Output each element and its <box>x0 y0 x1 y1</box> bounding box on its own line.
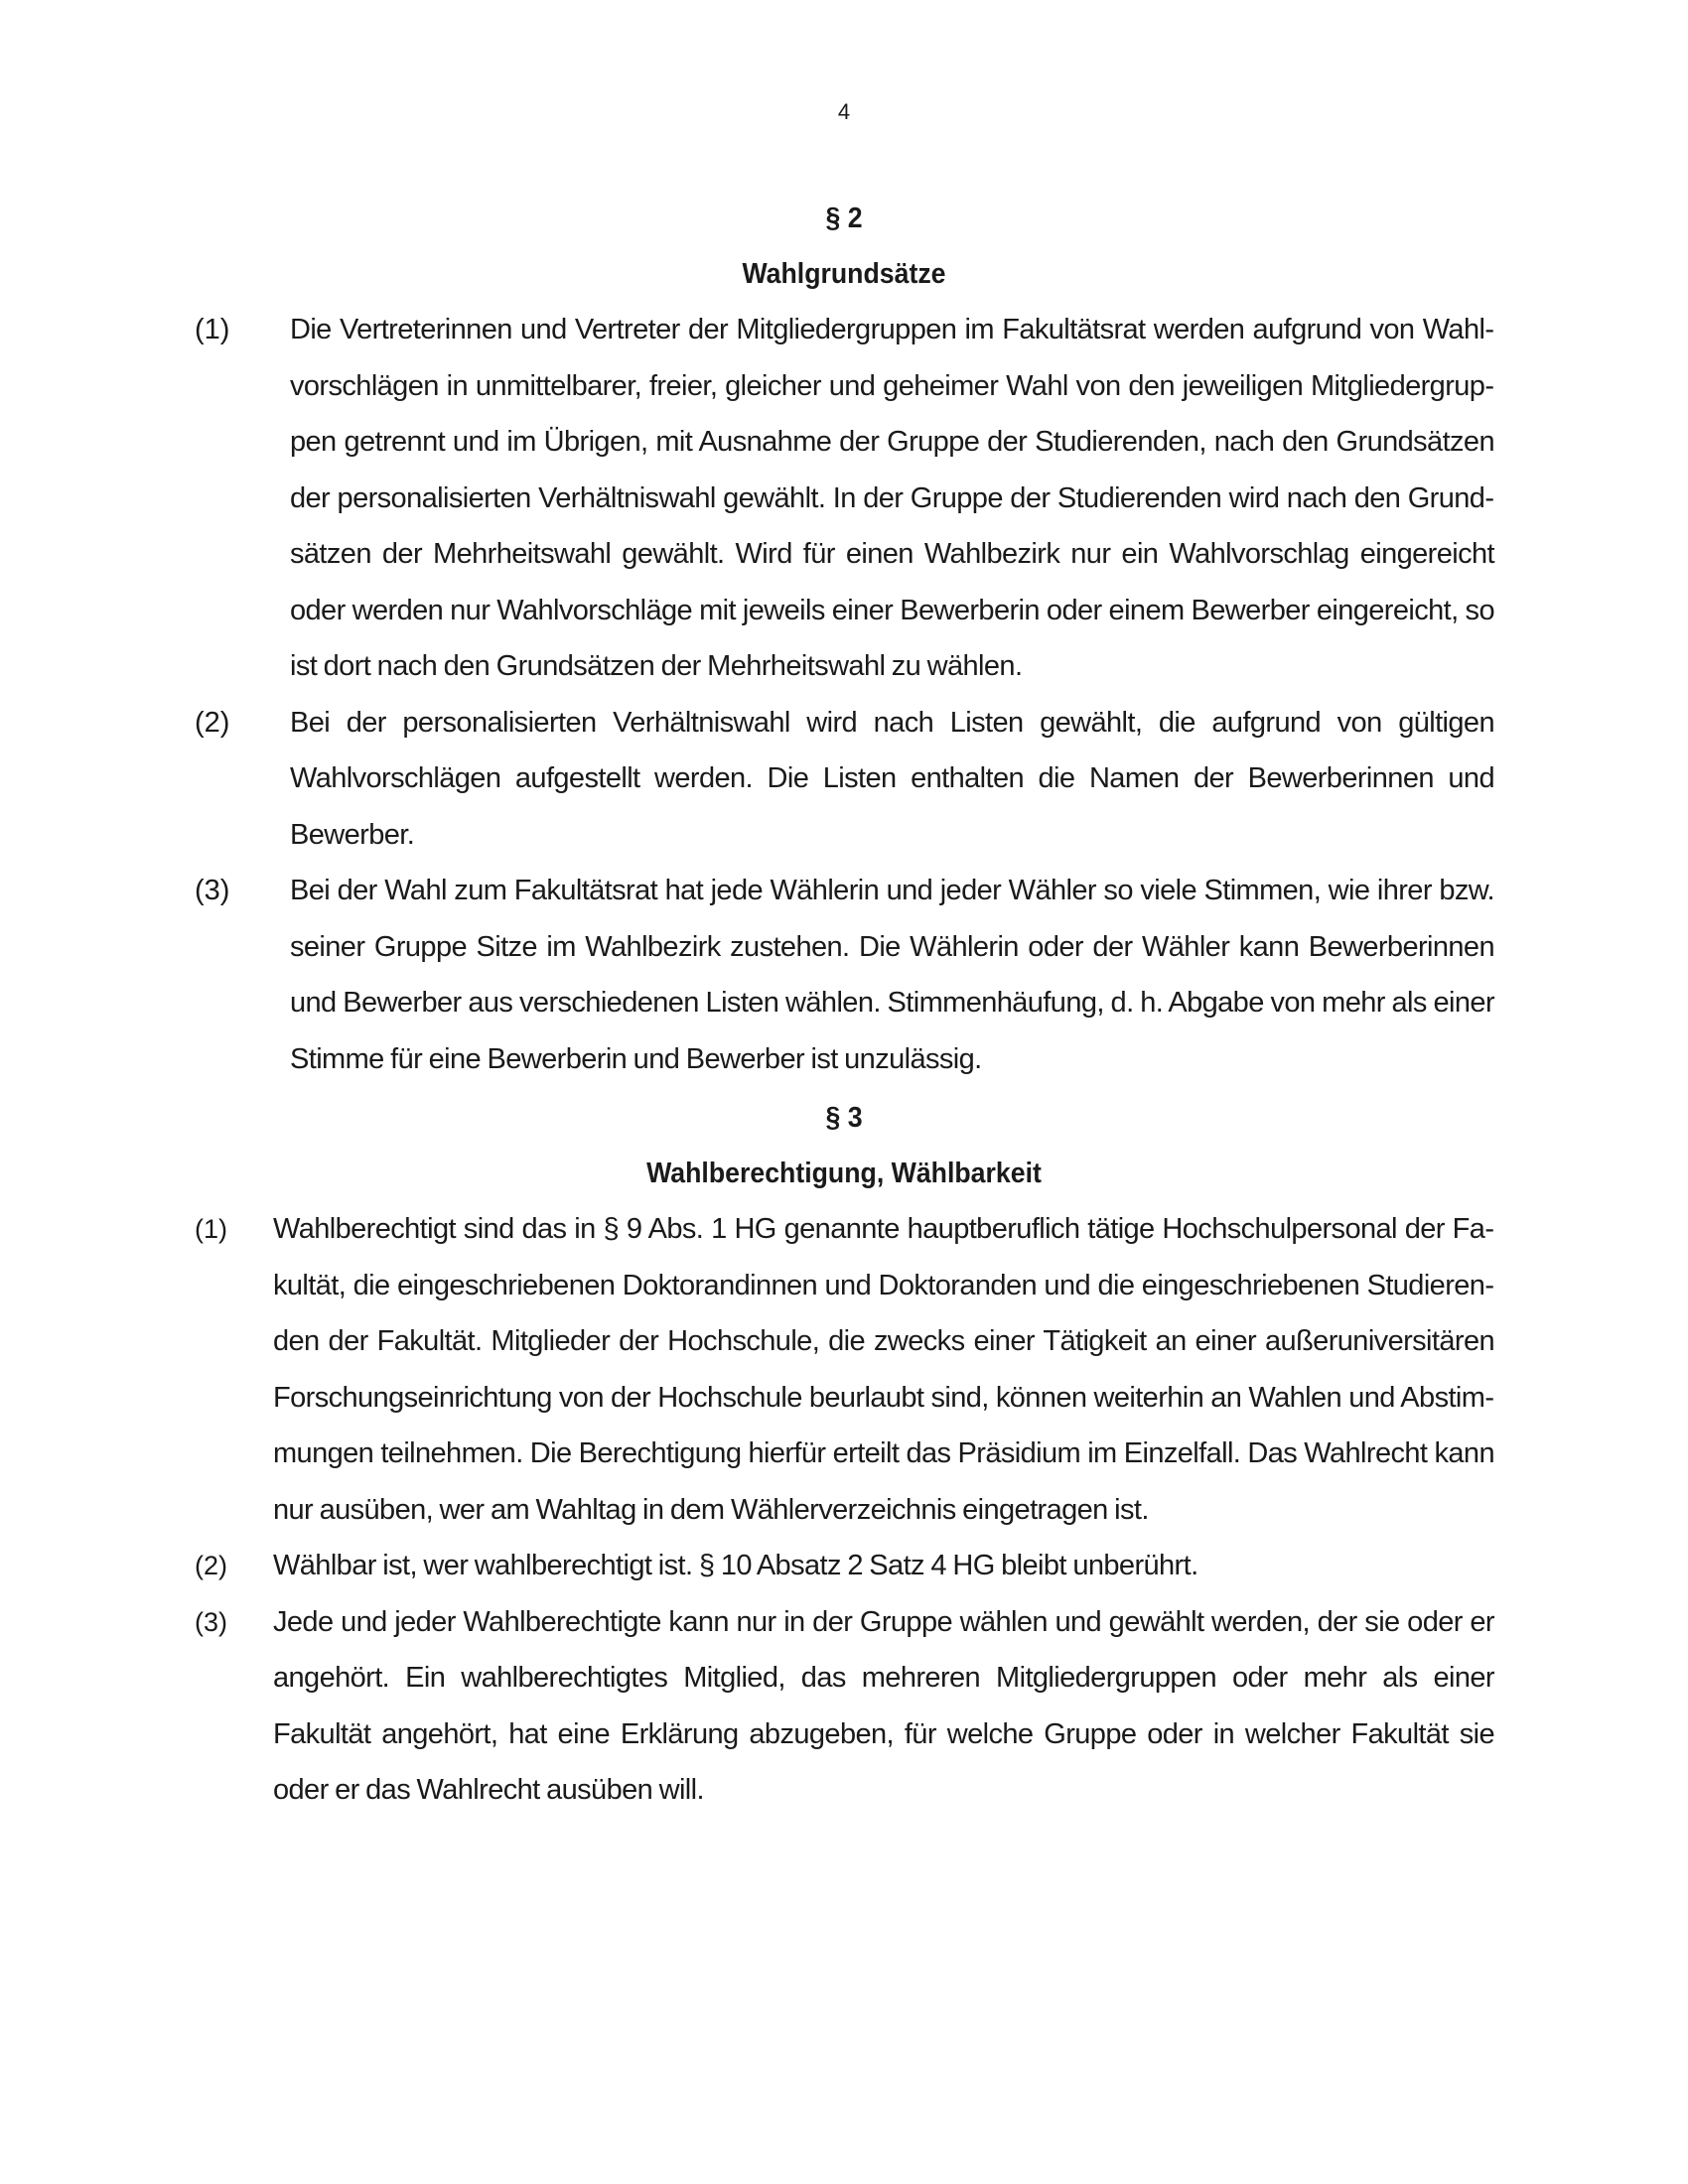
paragraph-text: Wählbar ist, wer wahlberechtigt ist. § 10 Absatz 2 Satz 4 HG bleibt unberührt. <box>273 1550 1198 1581</box>
paragraph-text: Wahlberechtigt sind das in § 9 Abs. 1 HG genannte hauptberuflich tätige Hochschulpersonal der Fakultät, die eingeschriebenen Doktorandinnen und Doktoranden und die eingeschriebenen Studierenden der Fakultät. Mitglieder der Hochschule, die zwecks einer Tätigkeit an einer außeruniversitären Forschungseinrichtung von der Hochschule beurlaubt sind, können weiterhin an Wahlen und Abstimmungen teilnehmen. Die Berechtigung hierfür erteilt das Präsidium im Einzelfall. Das Wahlrecht kann nur ausüben, wer am Wahltag in dem Wählerverzeichnis eingetragen ist. <box>273 1213 1494 1526</box>
paragraph-number: (2) <box>195 706 230 739</box>
paragraph <box>0 1538 1688 1594</box>
paragraph-number: (3) <box>195 1606 227 1637</box>
paragraph-text: Jede und jeder Wahlberechtigte kann nur in der Gruppe wählen und gewählt werden, der sie oder er angehört. Ein wahlberechtigtes Mitglied, das mehreren Mitgliedergruppen oder mehr als einer Fakultät angehört, hat eine Erklärung abzugeben, für welche Gruppe oder in welcher Fakultät sie oder er das Wahlrecht ausüben will. <box>273 1605 1494 1806</box>
section-2 <box>0 191 1688 1087</box>
paragraph <box>0 695 1688 864</box>
paragraph <box>0 1594 1688 1819</box>
section-3 <box>0 1090 1688 1819</box>
section-symbol: § 3 <box>825 1102 863 1134</box>
section-symbol: § 2 <box>825 203 863 234</box>
paragraph-text: Bei der Wahl zum Fakultätsrat hat jede Wählerin und jeder Wähler so viele Stimmen, wie ihrer bzw. seiner Gruppe Sitze im Wahlbezirk zustehen. Die Wählerin oder der Wähler kann Bewerberinnen und Bewerber aus verschiedenen Listen wählen. Stimmenhäufung, d. h. Abgabe von mehr als einer Stimme für eine Bewerberin und Bewerber ist unzulässig. <box>290 875 1494 1075</box>
page-number: 4 <box>837 99 851 124</box>
paragraph-number: (2) <box>195 1551 227 1580</box>
paragraph-text: Die Vertreterinnen und Vertreter der Mitgliedergruppen im Fakultätsrat werden aufgrund von Wahlvorschlägen in unmittelbarer, freier, gleicher und geheimer Wahl von den jeweiligen Mitgliedergruppen getrennt und im Übrigen, mit Ausnahme der Gruppe der Studierenden, nach den Grundsätzen der personalisierten Verhältniswahl gewählt. In der Gruppe der Studierenden wird nach den Grundsätzen der Mehrheitswahl gewählt. Wird für einen Wahlbezirk nur ein Wahlvorschlag eingereicht oder werden nur Wahlvorschläge mit jeweils einer Bewerberin oder einem Bewerber eingereicht, so ist dort nach den Grundsätzen der Mehrheitswahl zu wählen. <box>290 314 1494 682</box>
paragraph-number: (1) <box>195 1214 227 1244</box>
paragraph-number: (3) <box>195 875 230 906</box>
paragraph <box>0 863 1688 1087</box>
paragraph <box>0 1201 1688 1538</box>
section-title: Wahlgrundsätze <box>742 258 946 290</box>
paragraph <box>0 302 1688 695</box>
section-title: Wahlberechtigung, Wählbarkeit <box>646 1158 1042 1189</box>
paragraph-text: Bei der personalisierten Verhältniswahl wird nach Listen gewählt, die aufgrund von gültigen Wahlvorschlägen aufgestellt werden. Die Listen enthalten die Namen der Bewerberinnen und Bewerber. <box>290 706 1494 851</box>
paragraph-number: (1) <box>195 314 230 345</box>
